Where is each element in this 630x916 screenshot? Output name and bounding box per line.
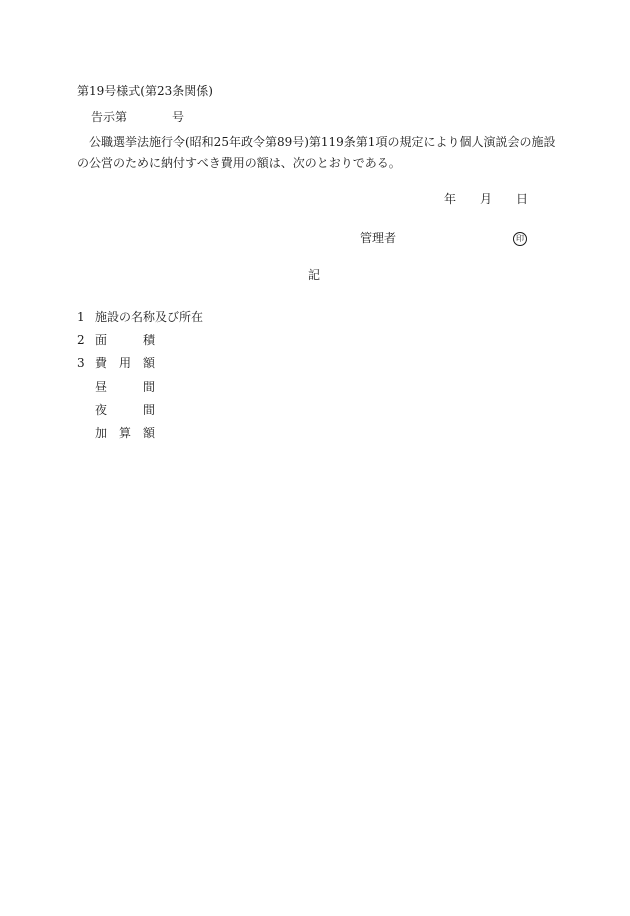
notice-prefix: 告示第: [91, 110, 128, 124]
item-char: 額: [143, 356, 156, 370]
item-number: 2: [77, 333, 85, 347]
item-char: 用: [119, 356, 132, 370]
item-char: 昼: [95, 380, 108, 394]
ki-heading: 記: [308, 268, 321, 282]
item-char: 間: [143, 403, 156, 417]
body-text: 公職選挙法施行令(昭和25年政令第89号)第119条第1項の規定により個人演説会の施設の公営のために納付すべき費用の額は、次のとおりである。: [77, 135, 556, 170]
manager-label: 管理者: [360, 231, 397, 245]
item-char: 面: [95, 333, 108, 347]
item-char: 算: [119, 426, 132, 440]
date-year: 年: [444, 192, 457, 206]
seal-icon: 印: [513, 232, 527, 246]
item-char: 額: [143, 426, 156, 440]
item-number: 3: [77, 356, 85, 370]
item-char: 間: [143, 380, 156, 394]
item-number: 1: [77, 310, 85, 324]
item-char: 加: [95, 426, 108, 440]
notice-suffix: 号: [172, 110, 185, 124]
date-month: 月: [480, 192, 493, 206]
item-char: 積: [143, 333, 156, 347]
date-day: 日: [516, 192, 529, 206]
item-char: 夜: [95, 403, 108, 417]
item-char: 費: [95, 356, 108, 370]
seal-mark: [513, 230, 527, 246]
form-header: 第19号様式(第23条関係): [77, 84, 213, 98]
body-paragraph: [77, 132, 557, 174]
item-label-facility: 施設の名称及び所在: [95, 310, 204, 324]
